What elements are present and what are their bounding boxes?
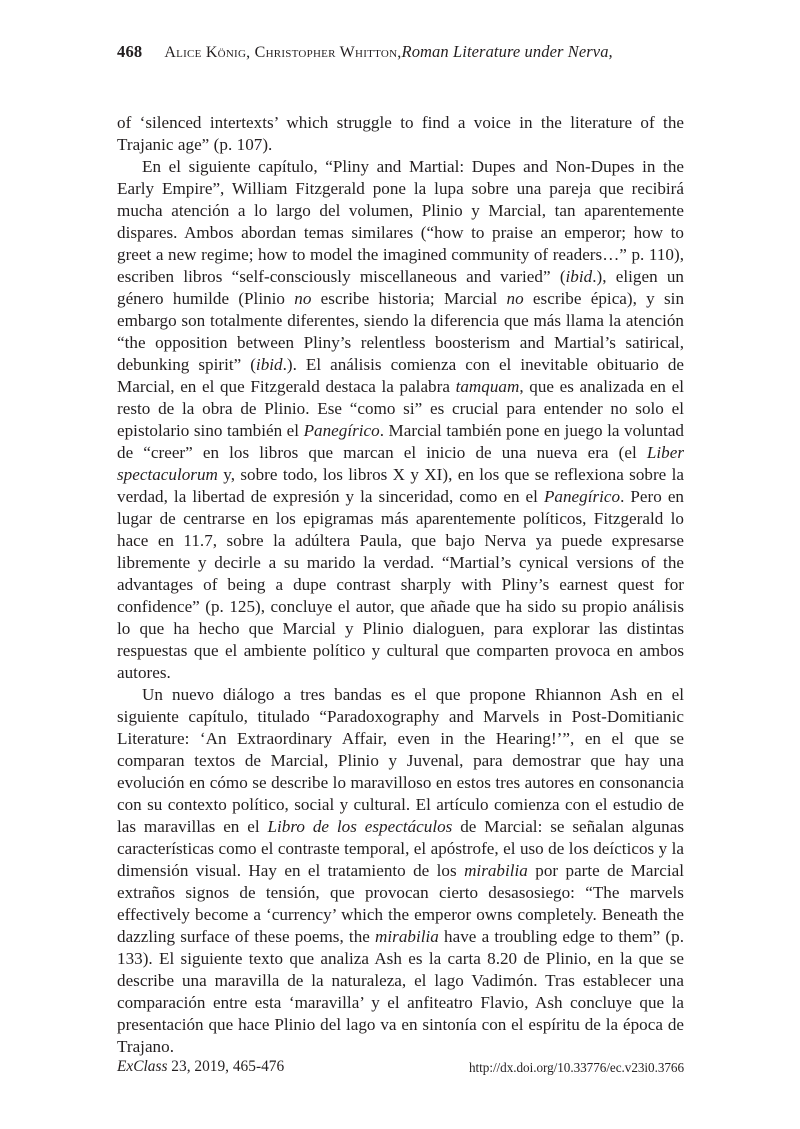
doi-link[interactable]: http://dx.doi.org/10.33776/ec.v23i0.3766 bbox=[469, 1060, 684, 1075]
journal-citation-details: 23, 2019, 465-476 bbox=[167, 1058, 285, 1075]
paragraph: Un nuevo diálogo a tres bandas es el que propone Rhiannon Ash en el siguiente capítulo, titulado “Paradoxography and Marvels in Post-Domitianic Literature: ‘An Extraordinary Affair, even in the Hearing!’”, en el que se comparan textos de Marcial, Plinio y Juvenal, para demostrar que hay una evolución en cómo se describe lo maravilloso en estos tres autores en consonancia con su contexto político, social y cultural. El artículo comienza con el estudio de las maravillas en el Libro de los espectáculos de Marcial: se señalan algunas características como el contraste temporal, el apóstrofe, el uso de los deícticos y la dimensión visual. Hay en el tratamiento de los mirabilia por parte de Marcial extraños signos de tensión, que provocan cierto desasosiego: “The marvels effectively become a ‘currency’ which the emperor owns completely. Beneath the dazzling surface of these poems, the mirabilia have a troubling edge to them” (p. 133). El siguiente texto que analiza Ash es la carta 8.20 de Plinio, en la que se describe una maravilla de la naturaleza, el lago Vadimón. Tras establecer una comparación entre esta ‘maravilla’ y el anfiteatro Flavio, Ash concluye que la presentación que hace Plinio del lago va en sintonía con el espíritu de la época de Trajano. bbox=[117, 685, 685, 1056]
page-folio-number: 468 bbox=[117, 42, 143, 61]
page-footer bbox=[117, 1058, 684, 1082]
journal-citation bbox=[117, 1058, 284, 1076]
running-head-title: Roman Literature under Nerva, bbox=[401, 42, 613, 61]
running-head bbox=[117, 42, 683, 66]
paragraph: En el siguiente capítulo, “Pliny and Martial: Dupes and Non-Dupes in the Early Empire”, William Fitzgerald pone la lupa sobre una pareja que recibirá mucha atención a lo largo del volumen, Plinio y Marcial, tan aparentemente dispares. Ambos abordan temas similares (“how to praise an emperor; how to greet a new regime; how to model the imagined community of readers…” p. 110), escriben libros “self-consciously miscellaneous and varied” (ibid.), eligen un género humilde (Plinio no escribe historia; Marcial no escribe épica), y sin embargo son totalmente diferentes, siendo la diferencia que más llama la atención “the opposition between Pliny’s relentless boosterism and Martial’s satirical, debunking spirit” (ibid.). El análisis comienza con el inevitable obituario de Marcial, en el que Fitzgerald destaca la palabra tamquam, que es analizada en el resto de la obra de Plinio. Ese “como si” es crucial para entender no solo el epistolario sino también el Panegírico. Marcial también pone en juego la voluntad de “creer” en los libros que marcan el inicio de una nueva era (el Liber spectaculorum y, sobre todo, los libros X y XI), en los que se reflexiona sobre la verdad, la libertad de expresión y la sinceridad, como en el Panegírico. Pero en lugar de centrarse en los epigramas más aparentemente políticos, Fitzgerald lo hace en 11.7, sobre la adúltera Paula, que bajo Nerva ya puede expresarse libremente y decirle a su marido la verdad. “Martial’s cynical versions of the advantages of being a dupe contrast sharply with Pliny’s earnest quest for confidence” (p. 125), concluye el autor, que añade que ha sido su propio análisis lo que ha hecho que Marcial y Plinio dialoguen, para explorar las distintas respuestas que el ambiente político y cultural que comparten provoca en ambos autores. bbox=[117, 157, 685, 682]
body-text-block bbox=[117, 112, 684, 1058]
journal-name: ExClass bbox=[117, 1058, 168, 1075]
paragraph: of ‘silenced intertexts’ which struggle to find a voice in the literature of the Trajanic age” (p. 107). bbox=[117, 113, 684, 154]
running-head-authors: Alice König, Christopher Whitton, bbox=[164, 44, 402, 61]
